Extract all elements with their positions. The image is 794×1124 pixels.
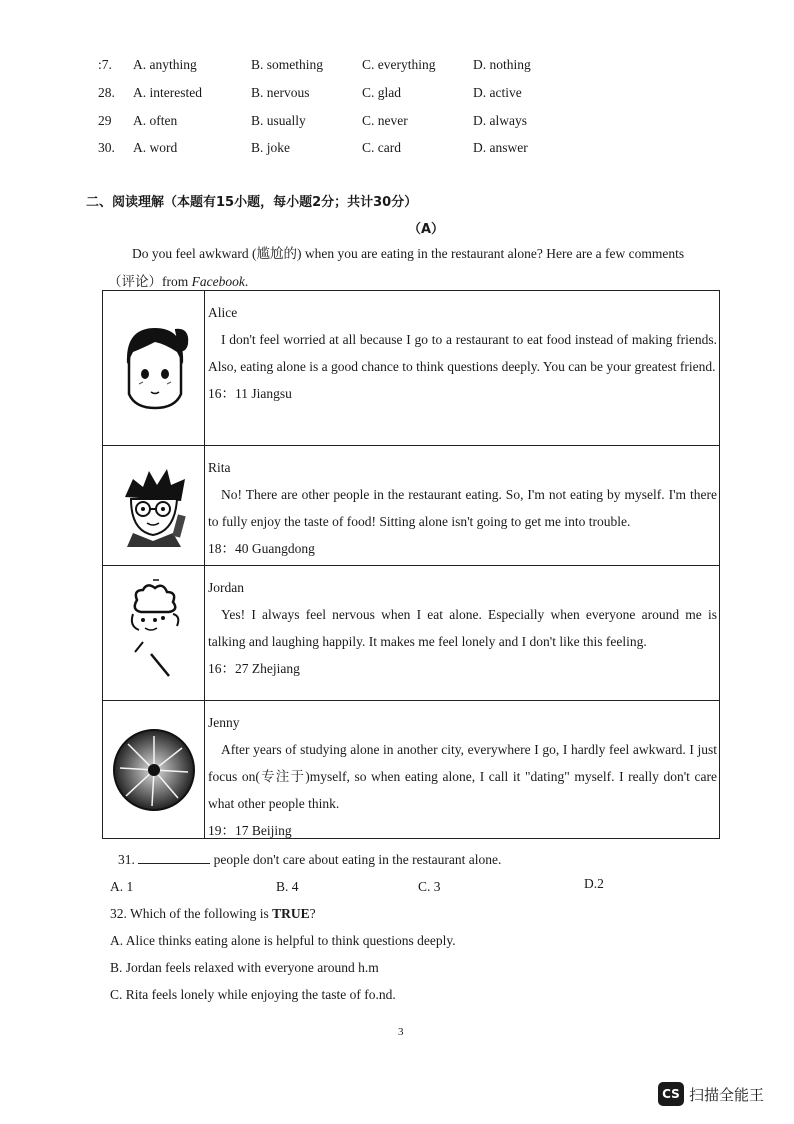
answer-blank: [138, 851, 210, 864]
comment-meta: 19：17 Beijing: [208, 823, 292, 838]
question-number: 29: [98, 113, 112, 128]
comment-row-alice: [103, 291, 719, 446]
question-number: 28.: [98, 85, 115, 100]
question-number: :7.: [98, 57, 112, 72]
comment-body: No! There are other people in the restaurant eating. So, I'm not eating by myself. I'm there to fully enjoy the taste of food! Sitting alone isn't going to get me into trouble.: [208, 487, 717, 529]
q32-option-c: C. Rita feels lonely while enjoying the taste of fo.nd.: [110, 987, 396, 1002]
option-b: B. something: [251, 57, 324, 72]
intro-prefix: （评论）from: [108, 274, 192, 289]
option-d: D. answer: [473, 140, 528, 155]
option-c: C. card: [362, 140, 401, 155]
comment-text-cell: [208, 446, 717, 565]
commenter-name: Rita: [208, 460, 231, 475]
comment-body: After years of studying alone in another city, everywhere I go, I hardly feel awkward. I just focus on(专注于)myself, so when eating alone, I call it "dating" myself. I really don't care what other people think.: [208, 742, 717, 811]
question-32-stem: [110, 906, 316, 922]
doodle-figure-icon: [119, 578, 189, 688]
option-a: A. anything: [133, 57, 197, 72]
choice-row-27: [0, 57, 794, 77]
comment-text-cell: [208, 701, 717, 838]
question-31-stem: [118, 851, 501, 868]
option-a: A. often: [133, 113, 178, 128]
choice-row-28: [0, 85, 794, 105]
question-text: 32. Which of the following is: [110, 906, 273, 921]
comment-meta: 18：40 Guangdong: [208, 541, 315, 556]
q31-option-d: D.2: [584, 876, 604, 891]
comment-text-cell: [208, 566, 717, 700]
choice-row-30: [0, 140, 794, 160]
q31-option-c: C. 3: [418, 879, 441, 894]
scanner-watermark: [658, 1082, 764, 1106]
emphasis: TRUE: [272, 906, 310, 921]
comment-meta: 16：11 Jiangsu: [208, 386, 292, 401]
avatar-cell: [103, 701, 205, 838]
watermark-text: 扫描全能王: [689, 1085, 765, 1104]
option-d: D. nothing: [473, 57, 531, 72]
q31-option-b: B. 4: [276, 879, 299, 894]
q32-option-b: B. Jordan feels relaxed with everyone around h.m: [110, 960, 379, 975]
comment-body: I don't feel worried at all because I go to a restaurant to eat food instead of making friends. Also, eating alone is a good chance to think questions deeply. You can be your greatest friend.: [208, 332, 717, 374]
camscanner-logo: CS: [658, 1082, 684, 1106]
question-number: 31.: [118, 852, 135, 867]
comment-meta: 16：27 Zhejiang: [208, 661, 300, 676]
choice-row-29: [0, 113, 794, 133]
passage-label: （A）: [408, 222, 445, 237]
section-heading: 二、阅读理解（本题有15小题，每小题2分；共计30分）: [86, 195, 418, 210]
option-b: B. nervous: [251, 85, 310, 100]
option-a: A. interested: [133, 85, 202, 100]
boy-glasses-portrait-icon: [113, 461, 195, 551]
avatar-cell: [103, 566, 205, 700]
page-number: 3: [398, 1026, 404, 1038]
intro-line-1: Do you feel awkward (尴尬的) when you are eating in the restaurant alone? Here are a few comments: [132, 246, 685, 261]
comment-row-jenny: [103, 701, 719, 838]
commenter-name: Alice: [208, 305, 238, 320]
question-number: 30.: [98, 140, 115, 155]
q32-option-a: A. Alice thinks eating alone is helpful to think questions deeply.: [110, 933, 456, 948]
option-c: C. never: [362, 113, 408, 128]
option-b: B. joke: [251, 140, 290, 155]
option-a: A. word: [133, 140, 178, 155]
q31-option-a: A. 1: [110, 879, 134, 894]
question-text: people don't care about eating in the restaurant alone.: [213, 852, 502, 867]
option-c: C. everything: [362, 57, 436, 72]
comment-body: Yes! I always feel nervous when I eat alone. Especially when everyone around me is talking and laughing happily. It makes me feel lonely and I don't like this feeling.: [208, 607, 717, 649]
intro-source: Facebook: [191, 274, 245, 289]
commenter-name: Jenny: [208, 715, 240, 730]
option-d: D. always: [473, 113, 527, 128]
comment-row-jordan: [103, 566, 719, 701]
avatar-cell: [103, 291, 205, 445]
comment-row-rita: [103, 446, 719, 566]
comment-text-cell: [208, 291, 717, 445]
intro-suffix: .: [244, 274, 249, 289]
option-d: D. active: [473, 85, 522, 100]
commenter-name: Jordan: [208, 580, 244, 595]
avatar-cell: [103, 446, 205, 565]
round-photo-icon: [112, 728, 196, 812]
comment-table: [102, 290, 720, 839]
option-c: C. glad: [362, 85, 401, 100]
option-b: B. usually: [251, 113, 306, 128]
question-mark: ?: [309, 906, 316, 921]
girl-portrait-icon: [115, 322, 193, 414]
